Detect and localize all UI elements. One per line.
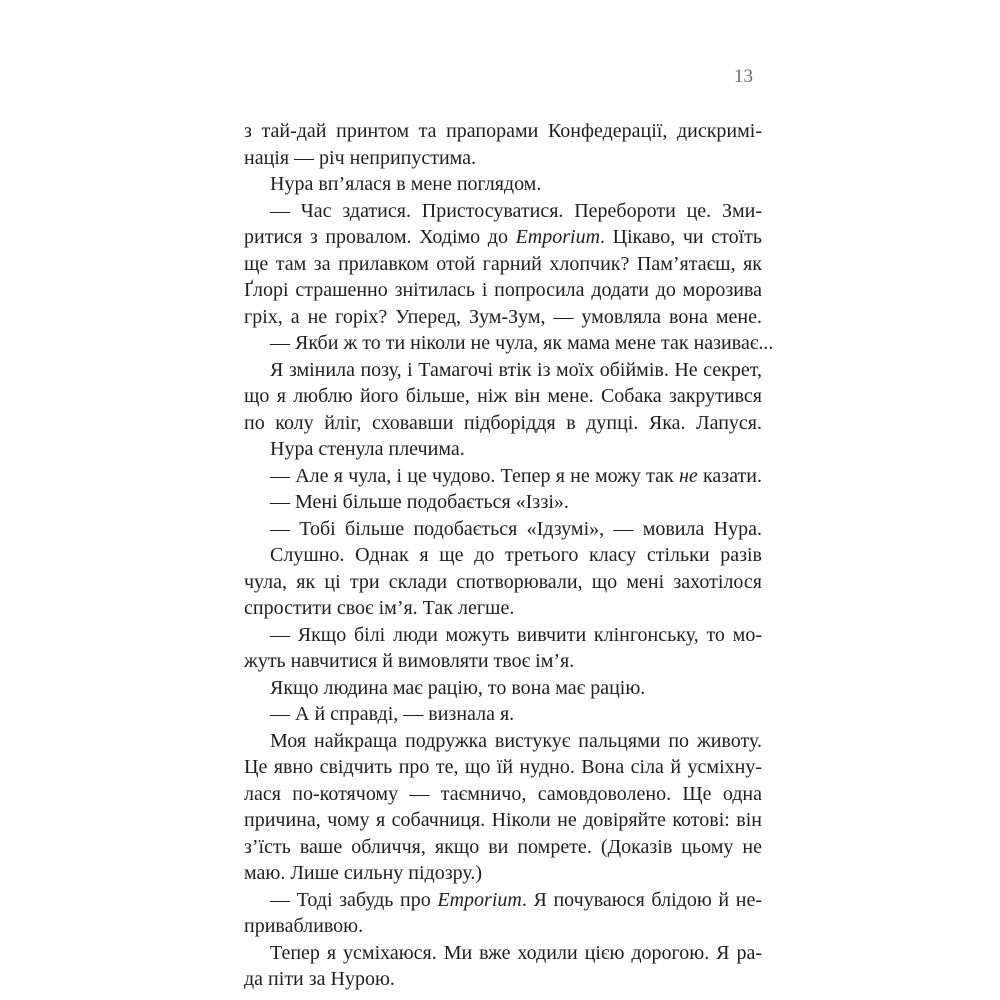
text-line: — Мені більше подобається «Іззі». [270,491,569,513]
text-run: — Але я чула, і це чудово. Тепер я не можу так [270,464,679,487]
text-line: Слушно. Однак я ще до третього класу стільки разів [270,544,762,566]
text-line: з’їсть ваше обличчя, якщо ви помрете. (Доказів цьому не [244,835,762,858]
text-line [244,224,762,251]
emphasis-text: Emporium [437,888,522,911]
text-run: казати. [697,464,763,487]
text-run: ритися з провалом. Ходімо до [244,226,516,248]
text-run: . Цікаво, чи стоїть [600,226,762,248]
text-line: Нура стенула плечима. [270,438,465,460]
text-line: жуть навчитися й вимовляти твоє ім’я. [244,650,575,672]
text-line [244,463,762,490]
text-run: . Я почуваюся блідою й не- [521,888,762,911]
text-line: привабливою. [244,915,364,937]
text-line: Нура вп’ялася в мене поглядом. [270,173,542,195]
text-line: — Тобі більше подобається «Ідзумі», — мовила Нура. [270,517,762,540]
text-line [244,887,762,914]
text-line: причина, чому я собачниця. Ніколи не довіряйте котові: він [244,809,762,831]
text-run: — Тоді забудь про [270,888,438,911]
text-line: по колу йліг, сховавши підборіддя в дупці. Яка. Лапуся. [244,411,762,434]
emphasis-text: не [678,464,698,487]
text-line: Тепер я усміхаюся. Ми вже ходили цією дорогою. Я ра- [270,941,762,964]
text-line: да піти за Нурою. [244,968,395,990]
text-line: спростити своє ім’я. Так легше. [244,597,515,619]
text-line: що я люблю його більше, ніж він мене. Собака закрутився [244,385,762,407]
text-line: лася по-котячому — таємничо, самовдоволено. Ще одна [244,782,762,805]
text-line: — А й справді, — визнала я. [270,703,515,725]
body-text [244,118,774,993]
text-line: — Якщо білі люди можуть вивчити клінгонську, то мо- [270,623,762,646]
text-line: гріх, а не горіх? Уперед, Зум-Зум, — умовляла вона мене. [244,305,762,328]
text-line: ще там за прилавком отой гарний хлопчик? Пам’ятаєш, як [244,252,762,275]
text-line: з тай-дай принтом та прапорами Конфедерації, дискримі- [244,120,762,142]
page-number: 13 [734,66,753,87]
text-line: Я змінила позу, і Тамагочі втік із моїх обіймів. Не секрет, [270,358,762,381]
text-line: — Час здатися. Пристосуватися. Перебороти це. Зми- [270,199,762,222]
text-line: — Якби ж то ти ніколи не чула, як мама мене так називає... [270,332,774,354]
text-line: Ґлорі страшенно знітилась і попросила додати до морозива [244,279,762,301]
emphasis-text: Emporium [515,226,601,248]
text-line: Це явно свідчить про те, що їй нудно. Вона сіла й усміхну- [244,756,762,778]
text-line: маю. Лише сильну підозру.) [244,862,482,884]
text-line: нація — річ неприпустима. [244,146,477,169]
text-line: чула, як ці три склади спотворювали, що мені захотілося [244,570,762,593]
text-line: Якщо людина має рацію, то вона має рацію. [270,676,646,699]
text-line: Моя найкраща подружка вистукує пальцями по животу. [270,729,762,752]
